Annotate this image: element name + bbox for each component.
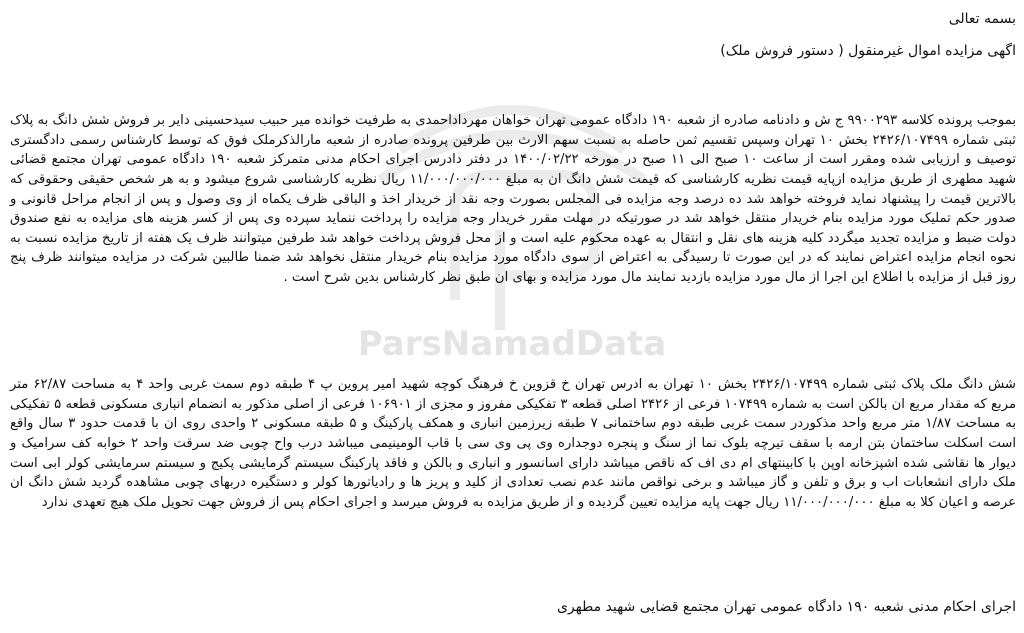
document-title: بسمه تعالی bbox=[948, 11, 1016, 27]
watermark-text: ParsNamadData bbox=[357, 324, 667, 364]
document-subtitle: اگهی مزایده اموال غیرمنقول ( دستور فروش ملک) bbox=[720, 43, 1016, 59]
notice-paragraph-2: شش دانگ ملک پلاک ثبتی شماره ۲۴۲۶/۱۰۷۴۹۹ بخش ۱۰ تهران به ادرس تهران خ قزوین خ فرهنگ کوچه شهید امیر پروین پ ۴ طبقه دوم سمت غربی واحد ۴ به مساحت ۶۲/۸۷ متر مربع که مقدار مربع ان بالکن است به شماره ۱۰۷۴۹۹ فرعی از ۲۴۲۶ اصلی قطعه ۳ تفکیکی مفروز و مجزی از ۱۰۶۹۰۱ فرعی از اصلی مذکور به انضمام انباری مسکونی قطعه ۵ تفکیکی به مساحت ۱/۸۷ متر مربع واحد مذکوردر سمت غربی طبقه دوم ساختمانی ۷ طبقه زیرزمین انباری و همکف پارکینگ و ۵ طبقه مسکونی ۲ واحدی روی ان با قدمت حدود ۳ سال واقع است اسکلت ساختمان بتن ارمه با سقف تیرچه بلوک نما از سنگ و پنجره دوجداره وی پی وی سی با قاب الومینیمی میباشد درب واح چوبی ضد سرقت واحد ۲ خوابه کف سرامیک و دیوار ها نقاشی شده اشپزخانه اوپن با کابینتهای ام دی اف که ناقص میباشد دارای اسانسور و انباری و بالکن و فاقد پارکینگ سیستم گرمایشی پکیج و سیستم سرمایشی کولر ابی است ملک دارای انشعابات اب و برق و تلفن و گاز میباشد و برخی نواقص مانند عدم نصب تعدادی از کلید و پریز ها و رادیاتورها کولر و دستگیره دربهای چوبی مشاهده گردید شش دانگ ان عرصه و اعیان کلا به مبلغ ۱۱/۰۰۰/۰۰۰/۰۰۰ ریال جهت پایه مزایده تعیین گردیده و از طریق مزایده به فروش میرسد و اجرای احکام پس از فروش جهت تحویل ملک هیچ تعهدی ندارد bbox=[10, 377, 1017, 510]
document-footer: اجرای احکام مدنی شعبه ۱۹۰ دادگاه عمومی تهران مجتمع قضایی شهید مطهری bbox=[556, 599, 1016, 615]
notice-paragraph-1: بموجب پرونده کلاسه ۹۹۰۰۲۹۳ ج ش و دادنامه صادره از شعبه ۱۹۰ دادگاه عمومی تهران خواهان مهرداداحمدی به طرفیت خوانده میر حبیب سیدحسینی دایر بر فروش شش دانگ به پلاک ثبتی شماره ۲۴۲۶/۱۰۷۴۹۹ بخش ۱۰ تهران وسپس تقسیم ثمن حاصله به نسبت سهم الارث بین طرفین پرونده صادره از شعبه مارالذکرملک فوق که توسط کارشناس رسمی دادگستری توصیف و ارزیابی شده ومقرر است از ساعت ۱۰ صبح الی ۱۱ صبح در مورخه ۱۴۰۰/۰۲/۲۲ در دفتر دادرس اجرای احکام مدنی متمرکز شعبه ۱۹۰ دادگاه عمومی تهران مجتمع قضائی شهید مطهری از طریق مزایده ازپایه قیمت نظریه کارشناسی که قیمت شش دانگ ان به مبلغ ۱۱/۰۰۰/۰۰۰/۰۰۰ ریال نظریه کارشناسی شروع میشود و به هر شخص حقیقی وحقوقی که بالاترین قیمت را پیشنهاد نماید فروخته خواهد شد ده درصد وجه مزایده فی المجلس بصورت وجه نقد از خریدار اخذ و الباقی ظرف یکماه از وی وصول و پس از انجام مراحل قانونی و صدور حکم تملیک مورد مزایده بنام خریدار منتقل خواهد شد در صورتیکه در مهلت مقرر خریدار وجه مزایده را پرداخت ننماید سپرده وی پس از کسر هزینه های مزایده به نفع صندوق دولت ضبط و مزایده تجدید میگردد کلیه هزینه های نقل و انتقال به عهده محکوم علیه است و از محل فروش پرداخت خواهد شد طرفین میتوانند ظرف یک هفته از تاریخ مزایده نسبت به نحوه انجام مزایده اعتراض نمایند که در این صورت تا رسیدگی به اعتراض از سوی دادگاه مورد مزایده بنام خریدار منتقل نخواهد شد ضمنا طالبین شرکت در مزایده میتوانند ظرف پنج روز قبل از مزایده با اطلاع این اجرا از مال مورد مزایده بازدید نمایند مال مورد مزایده و بهای ان طبق نظر کارشناس بدین شرح است . bbox=[10, 113, 1017, 285]
